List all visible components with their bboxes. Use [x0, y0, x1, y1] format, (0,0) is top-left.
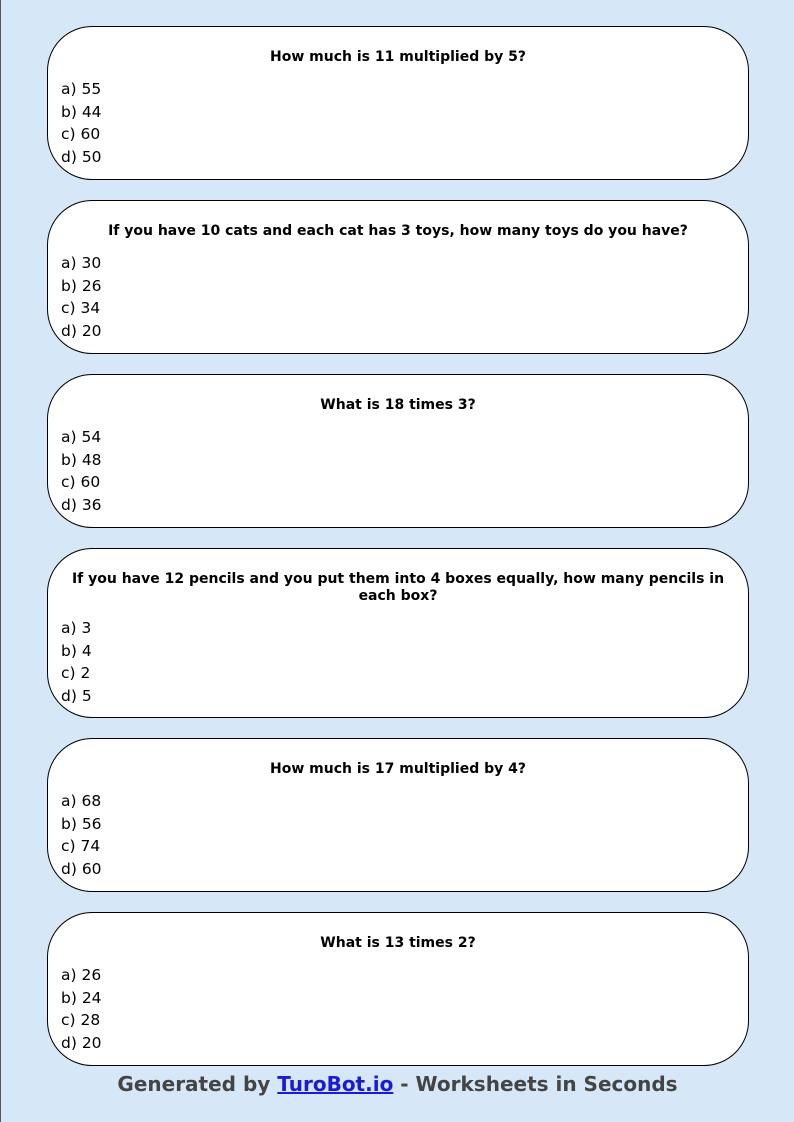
answer-options	[61, 252, 102, 342]
question-text: What is 13 times 2?	[320, 935, 476, 951]
answer-options	[61, 964, 102, 1054]
answer-option: a) 55	[61, 80, 102, 98]
question-text: How much is 17 multiplied by 4?	[270, 761, 526, 777]
answer-option: c) 60	[61, 473, 101, 492]
turobot-link[interactable]: TuroBot.io	[277, 1072, 394, 1096]
footer	[1, 1072, 794, 1096]
answer-option: b) 44	[61, 102, 102, 121]
answer-option: d) 20	[61, 321, 102, 340]
answer-option: d) 5	[61, 686, 92, 705]
answer-option: c) 28	[61, 1011, 101, 1030]
answer-option: a) 54	[61, 428, 102, 446]
answer-option: b) 4	[61, 641, 92, 660]
answer-option: c) 74	[61, 837, 101, 856]
answer-option: d) 50	[61, 147, 102, 166]
answer-option: c) 2	[61, 664, 91, 683]
answer-option: a) 30	[61, 254, 102, 272]
answer-option: a) 26	[61, 966, 102, 984]
question-card	[47, 912, 749, 1066]
answer-options	[61, 426, 102, 516]
answer-option: b) 24	[61, 988, 102, 1007]
question-card	[47, 200, 749, 354]
question-text: If you have 10 cats and each cat has 3 toys, how many toys do you have?	[108, 223, 688, 239]
question-card	[47, 548, 749, 718]
question-card	[47, 374, 749, 528]
answer-option: c) 60	[61, 125, 101, 144]
answer-option: a) 68	[61, 792, 102, 810]
answer-option: b) 26	[61, 276, 102, 295]
question-text: If you have 12 pencils and you put them into 4 boxes equally, how many pencils in each box?	[71, 571, 725, 604]
answer-option: a) 3	[61, 619, 92, 637]
answer-option: b) 56	[61, 814, 102, 833]
answer-option: d) 20	[61, 1033, 102, 1052]
answer-option: d) 36	[61, 495, 102, 514]
footer-suffix: - Worksheets in Seconds	[400, 1072, 678, 1096]
question-card	[47, 738, 749, 892]
question-text: How much is 11 multiplied by 5?	[270, 49, 526, 65]
question-text: What is 18 times 3?	[320, 397, 476, 413]
footer-prefix: Generated by	[117, 1072, 271, 1096]
answer-option: b) 48	[61, 450, 102, 469]
answer-option: c) 34	[61, 299, 101, 318]
answer-options	[61, 78, 102, 168]
answer-options	[61, 617, 92, 707]
answer-option: d) 60	[61, 859, 102, 878]
answer-options	[61, 790, 102, 880]
question-card	[47, 26, 749, 180]
